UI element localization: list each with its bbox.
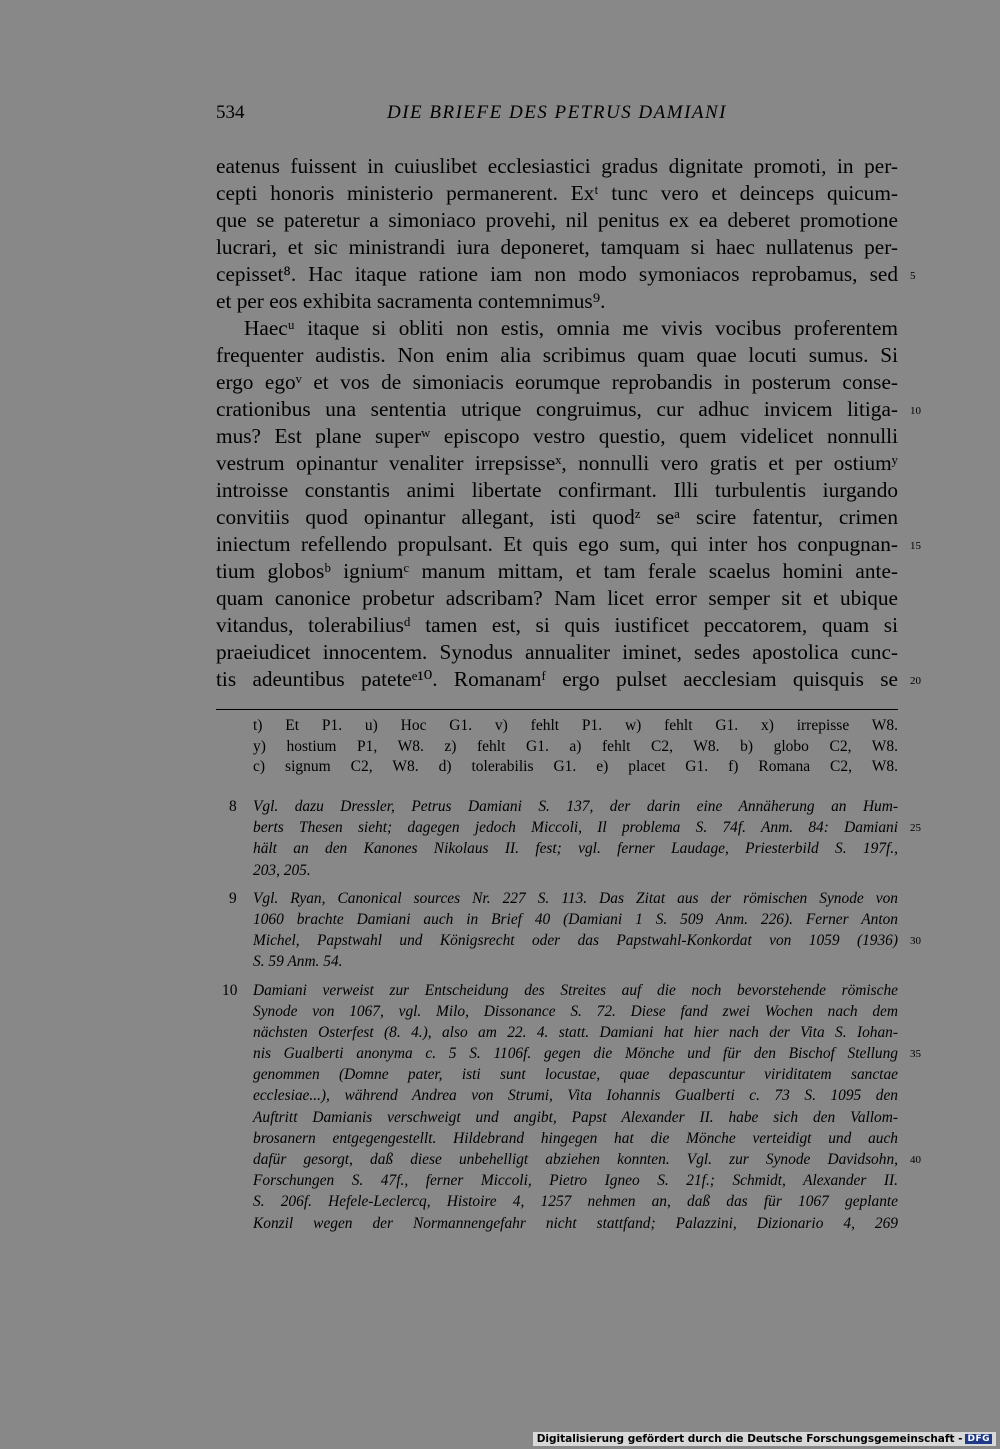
note-line [216, 1001, 898, 1022]
note-line [216, 1022, 898, 1043]
line-number: 15 [910, 540, 921, 552]
text-line [216, 612, 898, 639]
note-line [216, 930, 921, 951]
text-line [216, 531, 921, 558]
note-line-content: Auftritt Damianis verschweigt und angibt, Papst Alexander II. habe sich den Vallom- [253, 1108, 898, 1126]
note-line [216, 1043, 921, 1064]
critical-apparatus [253, 716, 898, 778]
line-number: 30 [910, 935, 921, 948]
note-line-content: S. 59 Anm. 54. [253, 953, 343, 971]
text-line-content: tium globosᵇ igniumᶜ manum mittam, et tam ferale scaelus homini ante- [216, 559, 898, 583]
text-line [216, 261, 916, 288]
line-number: 5 [910, 270, 916, 282]
note-line-content: Forschungen S. 47f., ferner Miccoli, Pietro Igneo S. 21f.; Schmidt, Alexander II. [253, 1172, 898, 1190]
apparatus-line-content: c) signum C2, W8. d) tolerabilis G1. e) placet G1. f) Romana C2, W8. [253, 758, 898, 775]
page-number: 534 [216, 102, 245, 123]
note-line-content: nis Gualberti anonyma c. 5 S. 1106f. gegen die Mönche und für den Bischof Stellung [253, 1045, 898, 1063]
line-number: 35 [910, 1048, 921, 1061]
dfg-logo: DFG [967, 1434, 990, 1444]
apparatus-line [253, 737, 898, 758]
note-line-content: 203, 205. [253, 861, 311, 879]
text-line-content: ergo egoᵛ et vos de simoniacis eorumque reprobandis in posterum conse- [216, 370, 898, 394]
note-line-content: nächsten Osterfest (8. 4.), also am 22. 4. statt. Damiani hat hier nach der Vita S. Iohan- [253, 1023, 898, 1041]
note-line [216, 1149, 921, 1170]
note-line-content: 1060 brachte Damiani auch in Brief 40 (Damiani 1 S. 509 Anm. 226). Ferner Anton [253, 910, 898, 928]
note-line-content: ecclesiae...), während Andrea von Strumi, Vita Iohannis Gualberti c. 73 S. 1095 den [253, 1087, 898, 1105]
main-text [216, 153, 921, 693]
note-line [216, 817, 921, 838]
text-line [216, 342, 898, 369]
note-line-content: hält an den Kanones Nikolaus II. fest; vgl. ferner Laudage, Priesterbild S. 197f., [253, 840, 898, 858]
note-line [216, 1213, 898, 1234]
text-line-content: mus? Est plane superʷ episcopo vestro questio, quem videlicet nonnulli [216, 424, 898, 448]
text-line-content: vitandus, tolerabiliusᵈ tamen est, si quis iustificet peccatorem, quam si [216, 613, 898, 637]
line-number: 20 [910, 675, 921, 687]
running-title: DIE BRIEFE DES PETRUS DAMIANI [386, 102, 728, 123]
text-line [216, 369, 898, 396]
note-line [216, 860, 898, 881]
note-line-content: genommen (Domne pater, isti sunt locustae, quae depascuntur viriditatem sanctae [253, 1066, 898, 1084]
text-line [216, 666, 921, 693]
text-line-content: introisse constantis animi libertate confirmant. Illi turbulentis iurgando [216, 478, 898, 502]
text-line-content: Haecᵘ itaque si obliti non estis, omnia me vivis vocibus proferentem [244, 316, 898, 340]
text-line [216, 315, 898, 342]
note-line-content: Damiani verweist zur Entscheidung des Streites auf die noch bevorstehende römische [253, 981, 898, 999]
text-line-content: cepti honoris ministerio permanerent. Exᵗ tunc vero et deinceps quicum- [216, 181, 898, 205]
line-number: 25 [910, 822, 921, 835]
text-line-content: et per eos exhibita sacramenta contemnimus⁹. [216, 289, 606, 313]
text-line-content: vestrum opinantur venaliter irrepsisseˣ, nonnulli vero gratis et per ostiumʸ [216, 451, 898, 475]
note-line [216, 838, 898, 859]
note-line-content: Michel, Papstwahl und Königsrecht oder das Papstwahl-Konkordat von 1059 (1936) [253, 932, 898, 950]
text-line-content: iniectum refellendo propulsant. Et quis ego sum, qui inter hos conpugnan- [216, 532, 898, 556]
text-line-content: quam canonice probetur adscribam? Nam licet error semper sit et ubique [216, 586, 898, 610]
note-line-content: dafür gesorgt, daß diese unbehelligt abziehen konnten. Vgl. zur Synode Davidsohn, [253, 1151, 898, 1168]
footer-text: Digitalisierung gefördert durch die Deutsche Forschungsgemeinschaft - [536, 1433, 963, 1445]
commentary-notes [216, 796, 921, 1234]
note-line [216, 1170, 898, 1191]
note-number: 8 [229, 798, 237, 815]
text-line [216, 639, 898, 666]
text-line [216, 288, 898, 315]
note-line-content: brosanern entgegengestellt. Hildebrand hingegen hat die Mönche verteidigt und auch [253, 1129, 898, 1147]
text-line [216, 153, 898, 180]
text-line-content: cepisset⁸. Hac itaque ratione iam non modo symoniacos reprobamus, sed [216, 262, 898, 286]
text-line-content: convitiis quod opinantur allegant, isti quodᶻ seᵃ scire fatentur, crimen [216, 505, 898, 529]
text-line-content: que se pateretur a simoniaco provehi, nil penitus ex ea deberet promotione [216, 208, 898, 232]
text-line-content: praeiudicet innocentem. Synodus annualiter iminet, sedes apostolica cunc- [216, 640, 898, 664]
note-line [216, 1191, 898, 1212]
note-line [216, 909, 898, 930]
text-line-content: crationibus una sententia utrique congruimus, cur adhuc invicem litiga- [216, 397, 898, 421]
text-line [216, 180, 898, 207]
note-line [216, 951, 898, 972]
text-line [216, 234, 898, 261]
apparatus-line-content: t) Et P1. u) Hoc G1. v) fehlt P1. w) fehlt G1. x) irrepisse W8. [253, 717, 898, 734]
text-line [216, 504, 898, 531]
note-line [216, 888, 898, 909]
note-line-content: Konzil wegen der Normannengefahr nicht stattfand; Palazzini, Dizionario 4, 269 [253, 1214, 898, 1232]
text-line [216, 423, 898, 450]
apparatus-line-content: y) hostium P1, W8. z) fehlt G1. a) fehlt C2, W8. b) globo C2, W8. [253, 737, 898, 755]
note-number: 9 [229, 889, 237, 907]
note-line [216, 980, 898, 1001]
dfg-funding-footer [533, 1432, 996, 1446]
note-line-content: Vgl. Ryan, Canonical sources Nr. 227 S. 113. Das Zitat aus der römischen Synode von [253, 889, 898, 907]
text-line [216, 558, 898, 585]
text-line-content: lucrari, et sic ministrandi iura deponeret, tamquam si haec nullatenus per- [216, 235, 898, 259]
text-line [216, 207, 898, 234]
note-line [216, 796, 898, 817]
note-line [216, 1064, 898, 1085]
note-line-content: S. 206f. Hefele-Leclercq, Histoire 4, 1257 nehmen an, daß das für 1067 geplante [253, 1193, 898, 1211]
note-line [216, 1107, 898, 1128]
text-line [216, 477, 898, 504]
note-line [216, 1085, 898, 1106]
text-line [216, 585, 898, 612]
note-line [216, 1128, 898, 1149]
note-line-content: Synode von 1067, vgl. Milo, Dissonance S. 72. Diese fand zwei Wochen nach dem [253, 1002, 898, 1020]
note-number: 10 [222, 981, 238, 999]
apparatus-line [253, 757, 898, 778]
text-line-content: tis adeuntibus pateteᵉ¹⁰. Romanamᶠ ergo pulset aecclesiam quisquis se [216, 667, 898, 691]
footnote-rule [216, 709, 898, 710]
note-line-content: Vgl. dazu Dressler, Petrus Damiani S. 137, der darin eine Annäherung an Hum- [253, 798, 898, 815]
apparatus-line [253, 716, 898, 737]
text-line-content: eatenus fuissent in cuiuslibet ecclesiastici gradus dignitate promoti, in per- [216, 154, 898, 178]
text-line [216, 396, 921, 423]
line-number: 10 [910, 405, 921, 417]
line-number: 40 [910, 1154, 921, 1166]
text-line-content: frequenter audistis. Non enim alia scribimus quam quae locuti sumus. Si [216, 343, 898, 367]
text-line [216, 450, 898, 477]
note-line-content: berts Thesen sieht; dagegen jedoch Miccoli, Il problema S. 74f. Anm. 84: Damiani [253, 819, 898, 837]
